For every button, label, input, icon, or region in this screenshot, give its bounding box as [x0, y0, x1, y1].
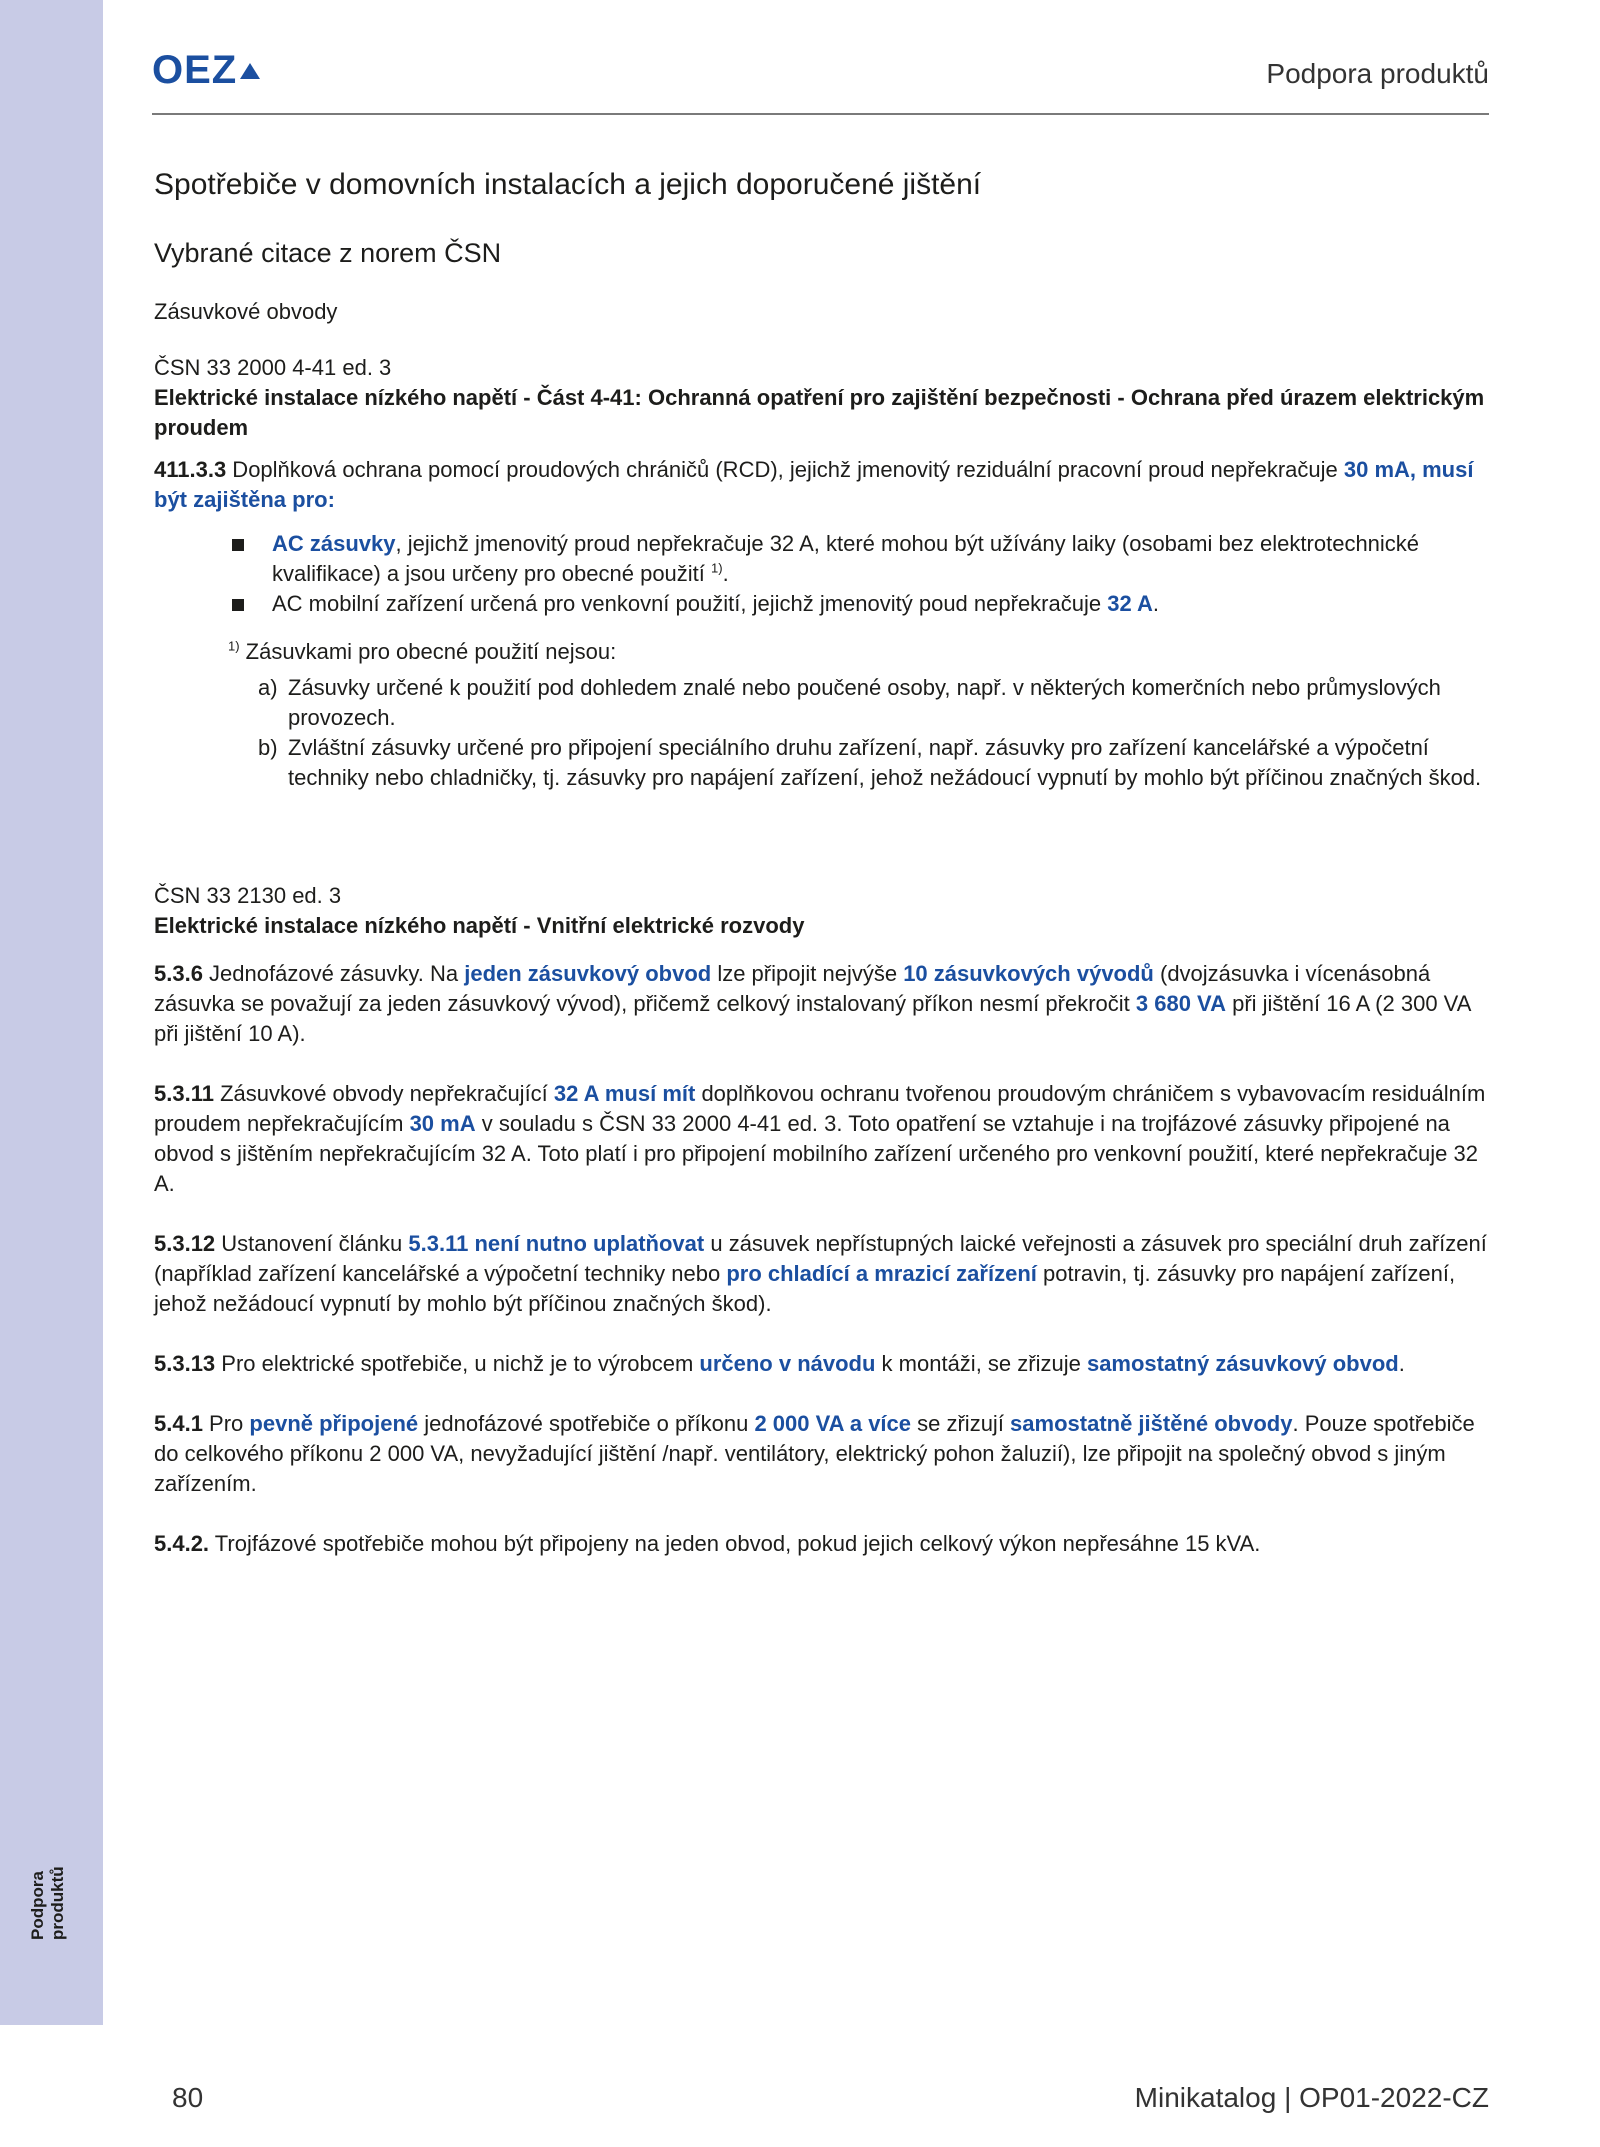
clause-highlight: samostatný zásuvkový obvod	[1086, 1351, 1399, 1376]
logo-text: OEZ	[152, 48, 238, 92]
list-item	[258, 673, 1492, 733]
footnote-intro	[228, 637, 1492, 667]
section-title: Zásuvkové obvody	[154, 299, 338, 324]
list-item	[232, 589, 1492, 619]
clause-text: Zásuvkové obvody nepřekračující	[213, 1081, 554, 1106]
clause-highlight: jeden zásuvkový obvod	[464, 961, 712, 986]
sidebar-label-line1: Podpora	[28, 1871, 47, 1940]
norm1-title: Elektrické instalace nízkého napětí - Část 4-41: Ochranná opatření pro zajištění bezpečnosti - Ochrana před úrazem elektrickým proudem	[154, 385, 1485, 440]
sidebar-label-line2: produktů	[48, 1866, 67, 1940]
clause-highlight: 30 mA, musí být zajištěna pro:	[154, 457, 1474, 512]
page-heading: Spotřebiče v domovních instalacích a jejich doporučené jištění	[154, 168, 982, 201]
clause-highlight: určeno v návodu	[699, 1351, 876, 1376]
page-content	[154, 165, 1492, 1559]
clause-number: 5.3.11	[154, 1081, 214, 1106]
page-number: 80	[172, 2082, 204, 2113]
clause-5-3-11	[154, 1079, 1492, 1199]
clause-highlight: 32 A musí mít	[553, 1081, 696, 1106]
clause-text: lze připojit nejvýše	[711, 961, 904, 986]
norm2-block	[154, 881, 1492, 1559]
bullet-highlight: 32 A	[1107, 591, 1153, 616]
norm1-id: ČSN 33 2000 4-41 ed. 3	[154, 355, 392, 380]
clause-number: 5.3.6	[154, 961, 203, 986]
clause-highlight: samostatně jištěné obvody	[1010, 1411, 1293, 1436]
clause-5-3-13	[154, 1349, 1492, 1379]
bullet-end: .	[722, 561, 729, 586]
list-marker: b)	[258, 735, 278, 760]
logo-triangle-icon	[240, 63, 260, 79]
clause-text: potravin, tj. zásuvky pro napájení zařízení, jehož nežádoucí vypnutí by mohlo být příčinou značných škod).	[154, 1261, 1456, 1316]
sidebar-label	[28, 1866, 68, 1940]
list-item	[258, 733, 1492, 793]
list-marker: a)	[258, 675, 278, 700]
clause-number: 5.3.13	[154, 1351, 216, 1376]
clause-text: při jištění 16 A (2 300 VA při jištění 10 A).	[154, 991, 1471, 1046]
bullet-square-icon	[232, 599, 244, 611]
clause-text: Pro elektrické spotřebiče, u nichž je to výrobcem	[215, 1351, 700, 1376]
footnote-intro-text: Zásuvkami pro obecné použití nejsou:	[239, 639, 617, 664]
footnote-ref: 1)	[711, 560, 723, 576]
bullet-list	[154, 529, 1492, 619]
sidebar-band	[0, 0, 103, 2025]
clause-highlight: 10 zásuvkových vývodů	[903, 961, 1154, 986]
footnote-list	[258, 673, 1492, 793]
header-title: Podpora produktů	[1266, 58, 1489, 89]
clause-text: Jednofázové zásuvky. Na	[202, 961, 465, 986]
clause-number: 5.4.1	[154, 1411, 203, 1436]
list-item-text: Zvláštní zásuvky určené pro připojení speciálního druhu zařízení, např. zásuvky pro zařízení kancelářské a výpočetní techniky nebo chladničky, tj. zásuvky pro napájení zařízení, jehož nežádoucí vypnutí by mohlo být příčinou značných škod.	[288, 735, 1482, 790]
oez-logo	[152, 50, 260, 90]
clause-text: v souladu s ČSN 33 2000 4-41 ed. 3. Toto opatření se vztahuje i na trojfázové zásuvky připojené na obvod s jištěním nepřekračujícím 32 A. Toto platí i pro připojení mobilního zařízení určeného pro venkovní použití, které nepřekračuje 32 A.	[154, 1111, 1478, 1196]
clause-5-3-6	[154, 959, 1492, 1049]
clause-number: 5.3.12	[154, 1231, 216, 1256]
clause-highlight: pevně připojené	[249, 1411, 419, 1436]
clause-5-3-12	[154, 1229, 1492, 1319]
clause-text: jednofázové spotřebiče o příkonu	[418, 1411, 755, 1436]
clause-text: Ustanovení článku	[215, 1231, 409, 1256]
clause-number: 411.3.3	[154, 457, 227, 482]
clause-text: Trojfázové spotřebiče mohou být připojeny na jeden obvod, pokud jejich celkový výkon nepřesáhne 15 kVA.	[209, 1531, 1261, 1556]
clause-text: u zásuvek nepřístupných laické veřejnosti a zásuvek pro speciální druh zařízení (například zařízení kancelářské a výpočetní techniky nebo	[154, 1231, 1487, 1286]
clause-text: se zřizují	[911, 1411, 1011, 1436]
page-subheading: Vybrané citace z norem ČSN	[154, 238, 502, 268]
bullet-square-icon	[232, 539, 244, 551]
clause-text: .	[1398, 1351, 1405, 1376]
clause-highlight: 3 680 VA	[1135, 991, 1226, 1016]
list-item-text: Zásuvky určené k použití pod dohledem znalé nebo poučené osoby, např. v některých komerčních nebo průmyslových provozech.	[288, 675, 1441, 730]
clause-text: . Pouze spotřebiče do celkového příkonu 2 000 VA, nevyžadující jištění /např. ventilátory, elektrický pohon žaluzií), lze připojit na společný obvod s jiným zařízením.	[154, 1411, 1475, 1496]
bullet-text: , jejichž jmenovitý proud nepřekračuje 32 A, které mohou být užívány laiky (osobami bez elektrotechnické kvalifikace) a jsou určeny pro obecné použití	[272, 531, 1420, 586]
norm2-id: ČSN 33 2130 ed. 3	[154, 883, 342, 908]
bullet-end: .	[1152, 591, 1159, 616]
norm1-block	[154, 353, 1492, 793]
clause-411-3-3	[154, 455, 1492, 515]
clause-5-4-1	[154, 1409, 1492, 1499]
list-item	[232, 529, 1492, 589]
clause-highlight: 5.3.11 není nutno uplatňovat	[408, 1231, 705, 1256]
norm2-title: Elektrické instalace nízkého napětí - Vnitřní elektrické rozvody	[154, 913, 805, 938]
clause-highlight: 2 000 VA a více	[754, 1411, 912, 1436]
clause-highlight: pro chladící a mrazicí zařízení	[726, 1261, 1037, 1286]
footnote-mark: 1)	[228, 638, 240, 654]
clause-text: Doplňková ochrana pomocí proudových chráničů (RCD), jejichž jmenovitý reziduální pracovní proud nepřekračuje	[226, 457, 1344, 482]
clause-text: k montáži, se zřizuje	[875, 1351, 1087, 1376]
header-divider	[152, 113, 1489, 115]
catalog-id: Minikatalog | OP01-2022-CZ	[1134, 2082, 1489, 2113]
bullet-text: AC mobilní zařízení určená pro venkovní použití, jejichž jmenovitý poud nepřekračuje	[272, 591, 1108, 616]
clause-text: (dvojzásuvka i vícenásobná zásuvka se považují za jeden zásuvkový vývod), přičemž celkový instalovaný příkon nesmí překročit	[154, 961, 1431, 1016]
clause-5-4-2	[154, 1529, 1492, 1559]
clause-highlight: 30 mA	[409, 1111, 476, 1136]
clause-number: 5.4.2.	[154, 1531, 210, 1556]
clause-text: doplňkovou ochranu tvořenou proudovým chráničem s vybavovacím residuálním proudem nepřekračujícím	[154, 1081, 1486, 1136]
bullet-highlight: AC zásuvky	[272, 531, 396, 556]
clause-text: Pro	[202, 1411, 250, 1436]
